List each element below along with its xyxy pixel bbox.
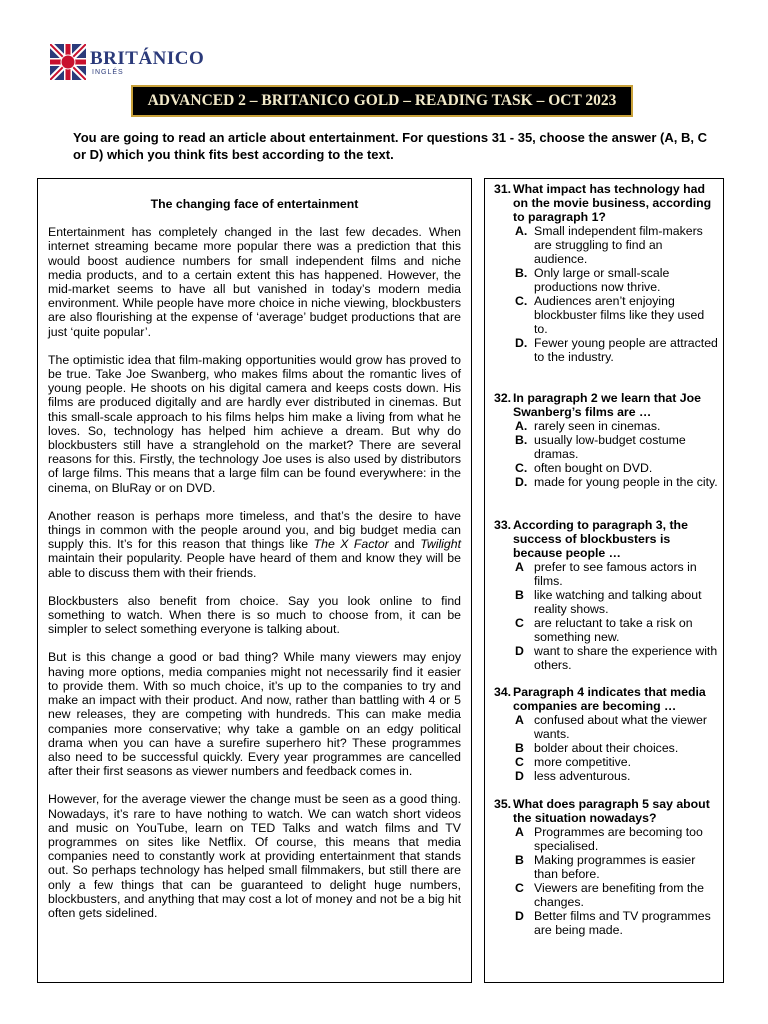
article-paragraph-1: Entertainment has completely changed in the last few decades. When internet streaming became more popular there was a prediction that this would boost audience numbers for small independent films and niche media products, and to a certain extent this has happened. However, the mid-market seems to have all but vanished in today’s modern media environment. While people have more choice in niche viewing, blockbusters are also flourishing at the expense of ‘average’ budget productions that are just ‘quite popular’.	[48, 225, 461, 339]
title-twilight: Twilight	[420, 537, 462, 552]
page-title: ADVANCED 2 – BRITANICO GOLD – READING TASK – OCT 2023	[147, 92, 617, 109]
answer-option-c[interactable]: C. often bought on DVD.	[515, 461, 653, 475]
article-box	[37, 178, 472, 983]
article-paragraph-4: Blockbusters also benefit from choice. Say you look online to find something to watch. When there is so much to choose from, it can be simpler to select something everyone is talking about.	[48, 593, 461, 637]
answer-option-a[interactable]: A. Small independent film-makers are struggling to find an audience.	[515, 224, 703, 266]
answer-option-b[interactable]: B. Only large or small-scale productions now thrive.	[515, 266, 670, 294]
answer-option-b[interactable]: B. usually low-budget costume dramas.	[515, 433, 686, 461]
union-flag-lion-icon	[50, 44, 86, 80]
paragraph-3-and: and	[388, 537, 421, 552]
question-35	[494, 797, 718, 937]
page-title-banner	[131, 85, 633, 117]
article	[48, 197, 461, 934]
answer-option-d[interactable]: D less adventurous.	[515, 769, 631, 783]
question-31	[494, 182, 718, 364]
paragraph-3-part-b: maintain their popularity. People have heard of them and know they will be able to discuss them with their friends.	[48, 551, 461, 580]
answer-option-d[interactable]: D. made for young people in the city.	[515, 475, 718, 489]
answer-option-c[interactable]: C Viewers are benefiting from the changes.	[515, 881, 704, 909]
answer-option-a[interactable]: A prefer to see famous actors in films.	[515, 560, 697, 588]
answer-option-b[interactable]: B bolder about their choices.	[515, 741, 679, 755]
article-paragraph-3	[48, 509, 461, 580]
title-x-factor: The X Factor	[313, 537, 389, 552]
question-number: 34.	[494, 685, 512, 699]
question-number: 31.	[494, 182, 512, 196]
question-34	[494, 685, 718, 783]
article-paragraph-5: But is this change a good or bad thing? While many viewers may enjoy having more options, media companies might not necessarily find it easier to provide them. With so much choice, it’s up to the companies to try and make an impact with their product. And now, rather than battling with 4 or 5 new releases, they are competing with hundreds. This can make media companies more conservative; why take a gamble on an edgy political drama when you can have a surefire superhero hit? These programmes also need to be successful quickly. Every year programmes are cancelled after their first seasons as viewer numbers and feedback comes in.	[48, 650, 461, 779]
britanico-logo	[50, 44, 204, 80]
answer-option-b[interactable]: B like watching and talking about reality shows.	[515, 588, 702, 616]
question-stem: According to paragraph 3, the success of blockbusters is because people …	[513, 518, 688, 560]
answer-option-d[interactable]: D Better films and TV programmes are being made.	[515, 909, 711, 937]
answer-option-d[interactable]: D want to share the experience with others.	[515, 644, 718, 672]
instructions: You are going to read an article about entertainment. For questions 31 - 35, choose the answer (A, B, C or D) which you think fits best according to the text.	[73, 130, 707, 162]
question-number: 33.	[494, 518, 512, 532]
answer-option-a[interactable]: A confused about what the viewer wants.	[515, 713, 707, 741]
answer-option-b[interactable]: B Making programmes is easier than before.	[515, 853, 696, 881]
paragraph-3-part-a: Another reason is perhaps more timeless, and that’s the desire to have things in common with the people around you, and big budget media can supply this. It’s for this reason that things like	[48, 508, 461, 552]
question-number: 32.	[494, 391, 512, 405]
article-title: The changing face of entertainment	[150, 197, 359, 211]
questions-box	[484, 178, 724, 983]
question-33	[494, 518, 718, 672]
answer-option-d[interactable]: D. Fewer young people are attracted to the industry.	[515, 336, 718, 364]
answer-option-c[interactable]: C are reluctant to take a risk on something new.	[515, 616, 693, 644]
question-stem: Paragraph 4 indicates that media companies are becoming …	[513, 685, 706, 713]
question-number: 35.	[494, 797, 512, 811]
article-paragraph-2: The optimistic idea that film-making opportunities would grow has proved to be true. Take Joe Swanberg, who makes films about the romantic lives of young people. He shoots on his digital camera and keeps costs down. His films are produced digitally and are hardly ever distributed in cinemas. But this small-scale approach to his films helps him make a living from what he loves. So, technology has helped him achieve a dream. But why do blockbusters still have a stranglehold on the market? There are several reasons for this. Firstly, the technology Joe uses is also used by distributors of large films. This means that a large film can be found everywhere: in the cinema, on BluRay or on DVD.	[48, 352, 461, 495]
question-stem: In paragraph 2 we learn that Joe Swanberg’s films are …	[513, 391, 701, 419]
question-stem: What impact has technology had on the movie business, according to paragraph 1?	[513, 182, 712, 224]
answer-option-a[interactable]: A Programmes are becoming too specialised.	[515, 825, 703, 853]
answer-option-c[interactable]: C. Audiences aren’t enjoying blockbuster films like they used to.	[515, 294, 705, 336]
logo-brand: BRITÁNICO	[90, 47, 205, 69]
question-32	[494, 391, 718, 489]
question-stem: What does paragraph 5 say about the situation nowadays?	[513, 797, 710, 825]
article-paragraph-6: However, for the average viewer the change must be seen as a good thing. Nowadays, it’s rare to have nothing to watch. We can watch short videos and music on YouTube, learn on TED Talks and watch films and TV programmes on sites like Netflix. Of course, this means that media companies need to constantly work at providing entertainment that stands out. So perhaps technology has helped small filmmakers, but still there are only a few things that can be guaranteed to delight huge numbers, blockbusters, and anything that may cost a lot of money and not be a big hit often gets sidelined.	[48, 792, 461, 920]
answer-option-c[interactable]: C more competitive.	[515, 755, 632, 769]
answer-option-a[interactable]: A. rarely seen in cinemas.	[515, 419, 661, 433]
logo-sub: INGLÉS	[92, 68, 124, 76]
